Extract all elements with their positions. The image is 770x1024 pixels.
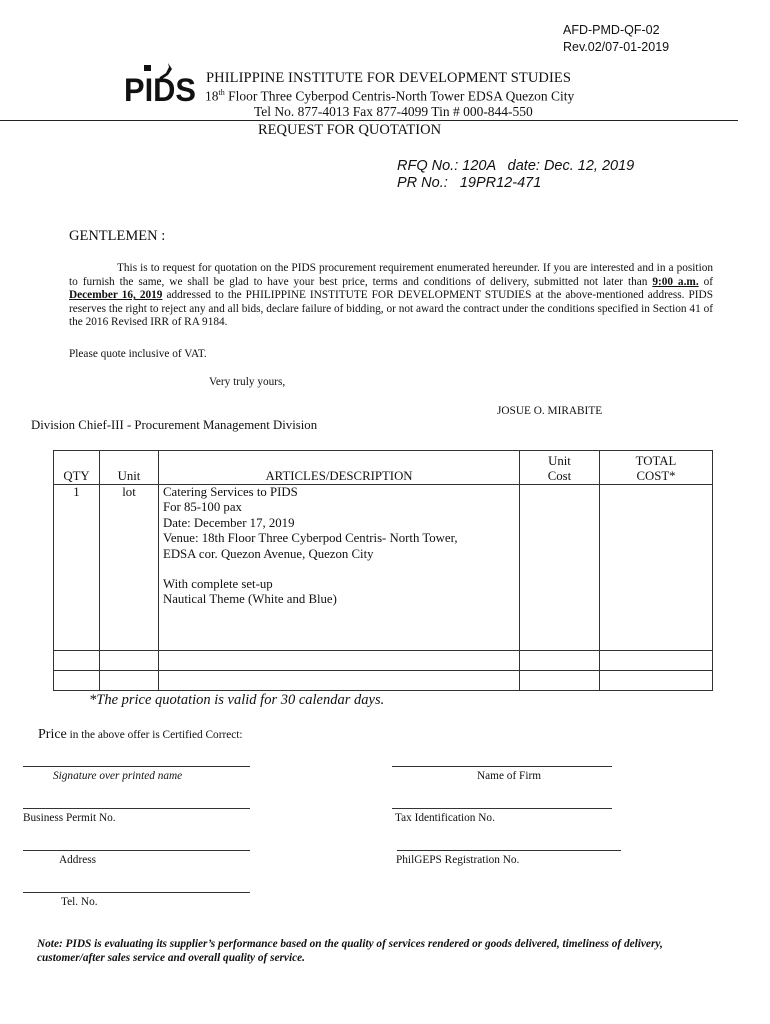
letter-body-part1: This is to request for quotation on the PIDS procurement requirement enumerated hereunder. If you are interested and in a position to furnish the same, we shall be glad to have your best price, terms and conditions of delivery, submitted not later than <box>69 262 713 288</box>
certification-rest: in the above offer is Certified Correct: <box>66 729 243 741</box>
organization-contact: Tel No. 877-4013 Fax 877-4099 Tin # 000-844-550 <box>254 104 533 119</box>
header-total-cost-line2: COST* <box>636 469 676 483</box>
header-divider <box>0 120 738 121</box>
business-permit-line <box>23 808 250 809</box>
certification-price-word: Price <box>38 727 67 742</box>
address-floor-suffix: th <box>218 88 225 97</box>
rfq-number: RFQ No.: 120A date: Dec. 12, 2019 <box>397 158 635 174</box>
description-line: With complete set-up <box>163 577 273 592</box>
description-line <box>163 562 515 577</box>
table-header-row <box>54 451 713 485</box>
organization-name: PHILIPPINE INSTITUTE FOR DEVELOPMENT STUDIES <box>206 70 572 86</box>
address-floor: 18 <box>205 88 219 104</box>
item-qty: 1 <box>54 485 100 651</box>
signatory-name: JOSUE O. MIRABITE <box>497 405 603 417</box>
signature-line <box>23 766 250 767</box>
header-unit-cost-line2: Cost <box>547 469 572 483</box>
header-total-cost <box>600 451 713 485</box>
description-line: Venue: 18th Floor Three Cyberpod Centris- North Tower, <box>163 531 458 546</box>
header-description: ARTICLES/DESCRIPTION <box>159 451 520 485</box>
pr-number: PR No.: 19PR12-471 <box>397 175 542 191</box>
philgeps-label: PhilGEPS Registration No. <box>396 854 520 866</box>
address-rest: Floor Three Cyberpod Centris-North Tower EDSA Quezon City <box>224 88 575 104</box>
item-unit: lot <box>100 485 159 651</box>
table-row <box>54 485 713 651</box>
validity-note: *The price quotation is valid for 30 calendar days. <box>89 692 385 708</box>
logo-text: PIDS <box>124 72 196 103</box>
header-unit-cost-line1: Unit <box>548 454 571 468</box>
letter-body-part3: addressed to the PHILIPPINE INSTITUTE FOR DEVELOPMENT STUDIES at the above-mentioned address. PIDS reserves the right to reject any and all bids, declare failure of bidding, or not award the contract under the conditions specified in Section 41 of the 2016 Revised IRR of RA 9184. <box>69 289 713 329</box>
address-label: Address <box>59 854 97 866</box>
revision-code: Rev.02/07-01-2019 <box>563 40 670 54</box>
footer-note: Note: PIDS is evaluating its supplier’s performance based on the quality of services rendered or goods delivered, timeliness of delivery, customer/after sales service and overall quality of service. <box>37 938 663 964</box>
rfq-block <box>397 158 634 192</box>
firm-line <box>392 766 612 767</box>
item-total-cost <box>600 485 713 651</box>
vat-note: Please quote inclusive of VAT. <box>69 348 207 360</box>
item-description <box>159 485 520 651</box>
header-unit-cost <box>520 451 600 485</box>
tin-line <box>392 808 612 809</box>
description-line: EDSA cor. Quezon Avenue, Quezon City <box>163 546 374 561</box>
letter-body-part2: of <box>698 275 713 288</box>
header-total-cost-line1: TOTAL <box>635 454 677 468</box>
closing: Very truly yours, <box>209 376 286 388</box>
description-line: Date: December 17, 2019 <box>163 515 295 530</box>
form-code-block <box>563 22 669 56</box>
deadline-date: December 16, 2019 <box>69 289 163 302</box>
firm-label: Name of Firm <box>477 770 542 782</box>
table-row <box>54 671 713 691</box>
description-line: For 85-100 pax <box>163 500 242 515</box>
organization-address <box>205 88 574 105</box>
address-line <box>23 850 250 851</box>
form-code: AFD-PMD-QF-02 <box>563 23 660 37</box>
letter-body <box>69 262 713 330</box>
deadline-time: 9:00 a.m. <box>652 275 699 288</box>
salutation: GENTLEMEN : <box>69 228 166 244</box>
signature-label: Signature over printed name <box>53 770 183 782</box>
pids-logo <box>124 63 196 103</box>
table-row <box>54 651 713 671</box>
header-qty: QTY <box>54 451 100 485</box>
description-line: Nautical Theme (White and Blue) <box>163 592 337 607</box>
item-unit-cost <box>520 485 600 651</box>
certification-statement <box>38 727 243 743</box>
items-table <box>53 450 713 691</box>
description-line: Catering Services to PIDS <box>163 485 298 499</box>
tin-label: Tax Identification No. <box>395 812 495 824</box>
business-permit-label: Business Permit No. <box>23 812 116 824</box>
document-title: REQUEST FOR QUOTATION <box>258 122 442 138</box>
tel-label: Tel. No. <box>61 896 98 908</box>
header-unit: Unit <box>100 451 159 485</box>
tel-line <box>23 892 250 893</box>
signatory-position: Division Chief-III - Procurement Management Division <box>31 418 318 432</box>
philgeps-line <box>397 850 621 851</box>
